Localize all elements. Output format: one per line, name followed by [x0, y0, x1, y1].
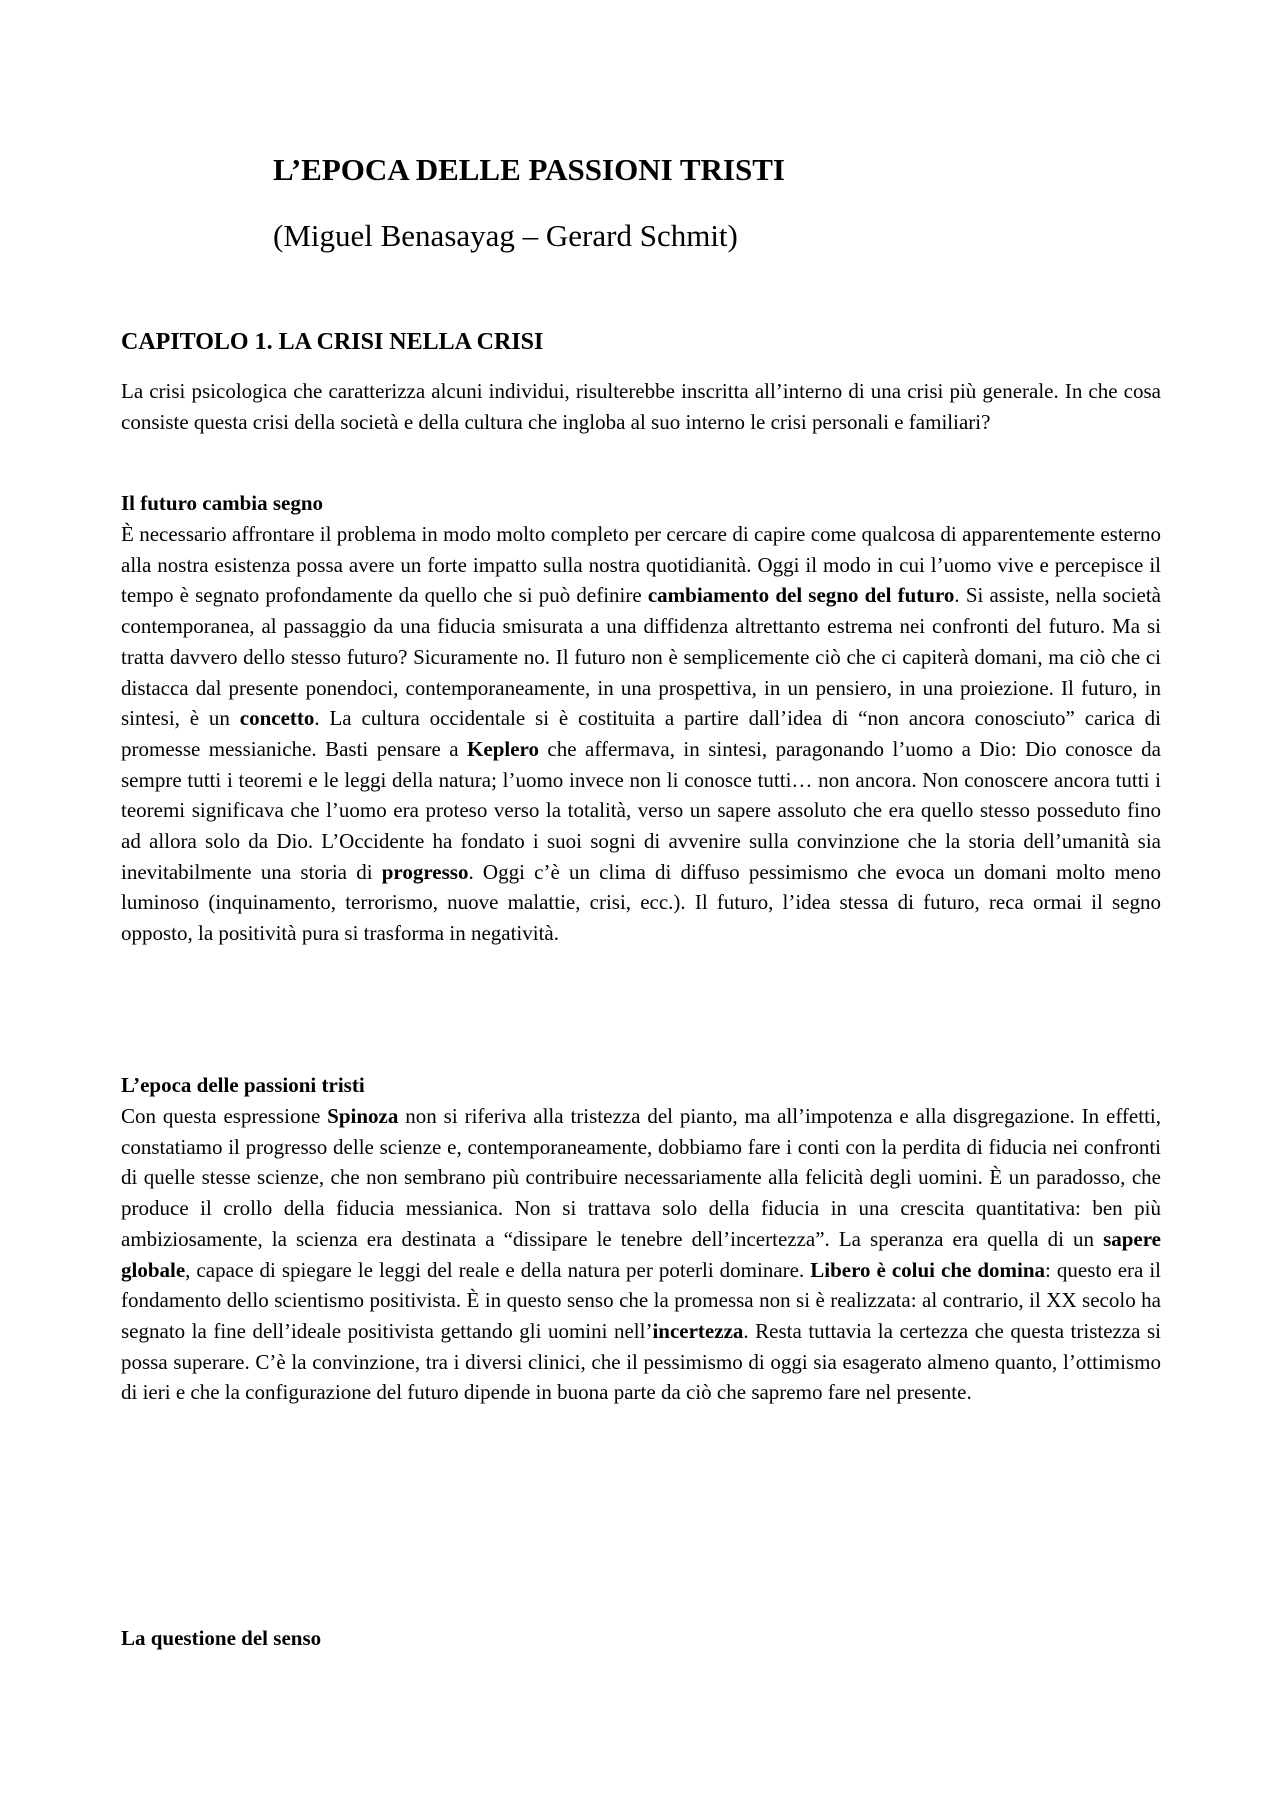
paragraph-text: , capace di spiegare le leggi del reale e della natura per poterli dominare. [185, 1257, 811, 1282]
paragraph-text: . Resta tuttavia la certezza che questa tristezza si possa superare. C’è la convinzione, tra i diversi clinici, che il pessimismo di oggi sia esagerato almeno quanto, l’ottimismo di ieri e che la configurazione del futuro dipende in buona parte da ciò che sapremo fare nel presente. [121, 1318, 1162, 1405]
bold-term: cambiamento del segno del futuro [647, 583, 955, 608]
paragraph-text: non si riferiva alla tristezza del pianto, ma all’impotenza e alla disgregazione. In effetti, constatiamo il progresso delle scienze e, contemporaneamente, dobbiamo fare i conti con la perdita di fiducia nei confronti di quelle stesse scienze, che non sembrano più contribuire necessariamente alla felicità degli uomini. È un paradosso, che produce il crollo della fiducia messianica. Non si trattava solo della fiducia in una crescita quantitativa: ben più ambiziosamente, la scienza era destinata a “dissipare le tenebre dell’incertezza”. La speranza era quella di un [121, 1104, 1161, 1251]
section-paragraph-futuro [121, 519, 1161, 949]
bold-term: concetto [239, 706, 315, 731]
chapter-title: CAPITOLO 1. LA CRISI NELLA CRISI [121, 329, 544, 355]
paragraph-text: che affermava, in sintesi, paragonando l’uomo a Dio: Dio conosce da sempre tutti i teoremi e le leggi della natura; l’uomo invece non li conosce tutti… non ancora. Non conoscere ancora tutti i teoremi significava che l’uomo era proteso verso la totalità, verso un sapere assoluto che era quello stesso posseduto fino ad allora solo da Dio. L’Occidente ha fondato i suoi sogni di avvenire sulla convinzione che la storia dell’umanità sia inevitabilmente una storia di [121, 736, 1161, 884]
bold-term: sapere globale [121, 1226, 1161, 1282]
bold-term: Spinoza [327, 1104, 399, 1128]
paragraph-text: È necessario affrontare il problema in modo molto completo per cercare di capire come qualcosa di apparentemente esterno alla nostra esistenza possa avere un forte impatto sulla nostra quotidianità. Oggi il modo in cui l’uomo vive e percepisce il tempo è segnato profondamente da quello che si può definire [121, 522, 1161, 608]
section-heading-senso: La questione del senso [121, 1626, 322, 1650]
paragraph-text: . Oggi c’è un clima di diffuso pessimismo che evoca un domani molto meno luminoso (inquinamento, terrorismo, nuove malattie, crisi, ecc.). Il futuro, l’idea stessa di futuro, reca ormai il segno opposto, la positività pura si trasforma in negatività. [121, 859, 1162, 946]
chapter-intro-paragraph: La crisi psicologica che caratterizza alcuni individui, risulterebbe inscritta all’interno di una crisi più generale. In che cosa consiste questa crisi della società e della cultura che ingloba al suo interno le crisi personali e familiari? [121, 379, 1161, 434]
paragraph-text: : questo era il fondamento dello scientismo positivista. È in questo senso che la promessa non si è realizzata: al contrario, il XX secolo ha segnato la fine dell’ideale positivista gettando gli uomini nell’ [121, 1257, 1162, 1343]
paragraph-text: . Si assiste, nella società contemporanea, al passaggio da una fiducia smisurata a una diffidenza altrettanto estrema nei confronti del futuro. Ma si tratta davvero dello stesso futuro? Sicuramente no. Il futuro non è semplicemente ciò che ci capiterà domani, ma ciò che ci distacca dal presente ponendoci, contemporaneamente, in una prospettiva, in un pensiero, in una proiezione. Il futuro, in sintesi, è un [121, 583, 1161, 731]
document-authors: (Miguel Benasayag – Gerard Schmit) [273, 218, 738, 253]
section-heading-passioni-tristi: L’epoca delle passioni tristi [121, 1073, 365, 1097]
bold-term: Keplero [467, 736, 539, 761]
bold-term: incertezza [652, 1318, 744, 1343]
paragraph-text: Con questa espressione [121, 1104, 328, 1128]
section-heading-futuro: Il futuro cambia segno [121, 491, 324, 515]
section-paragraph-passioni-tristi [121, 1101, 1161, 1408]
bold-term: Libero è colui che domina [810, 1257, 1046, 1282]
document-title: L’EPOCA DELLE PASSIONI TRISTI [273, 152, 785, 187]
bold-term: progresso [381, 859, 469, 884]
paragraph-text: . La cultura occidentale si è costituita a partire dall’idea di “non ancora conosciuto” carica di promesse messianiche. Basti pensare a [121, 706, 1161, 761]
